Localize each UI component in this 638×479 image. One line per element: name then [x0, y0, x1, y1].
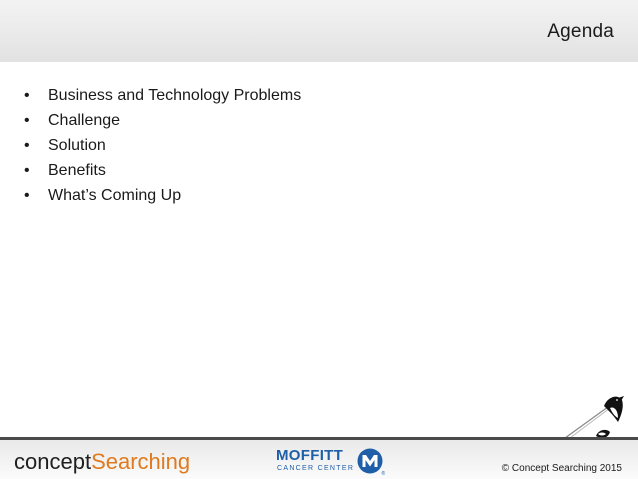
agenda-item-text: Business and Technology Problems: [48, 87, 302, 104]
copyright-text: © Concept Searching 2015: [501, 463, 622, 474]
agenda-item-text: What’s Coming Up: [48, 187, 182, 204]
header-band: [0, 0, 638, 62]
bullet-icon: •: [24, 137, 30, 154]
logo-text-searching: Searching: [91, 449, 191, 474]
slide-title: Agenda: [547, 21, 614, 42]
bullet-icon: •: [24, 87, 30, 104]
bullet-icon: •: [24, 187, 30, 204]
trademark-symbol: ®: [381, 471, 386, 476]
agenda-item-text: Solution: [48, 137, 106, 154]
moffitt-subtitle: CANCER CENTER: [277, 465, 355, 472]
concept-searching-logo: [14, 449, 190, 475]
agenda-item-text: Benefits: [48, 162, 106, 179]
bullet-icon: •: [24, 162, 30, 179]
moffitt-m-icon: [356, 446, 386, 476]
agenda-item-text: Challenge: [48, 112, 121, 129]
bullet-icon: •: [24, 112, 30, 129]
moffitt-logo: [276, 446, 388, 478]
logo-text-concept: concept: [14, 449, 92, 474]
moffitt-name: MOFFITT: [276, 447, 344, 464]
